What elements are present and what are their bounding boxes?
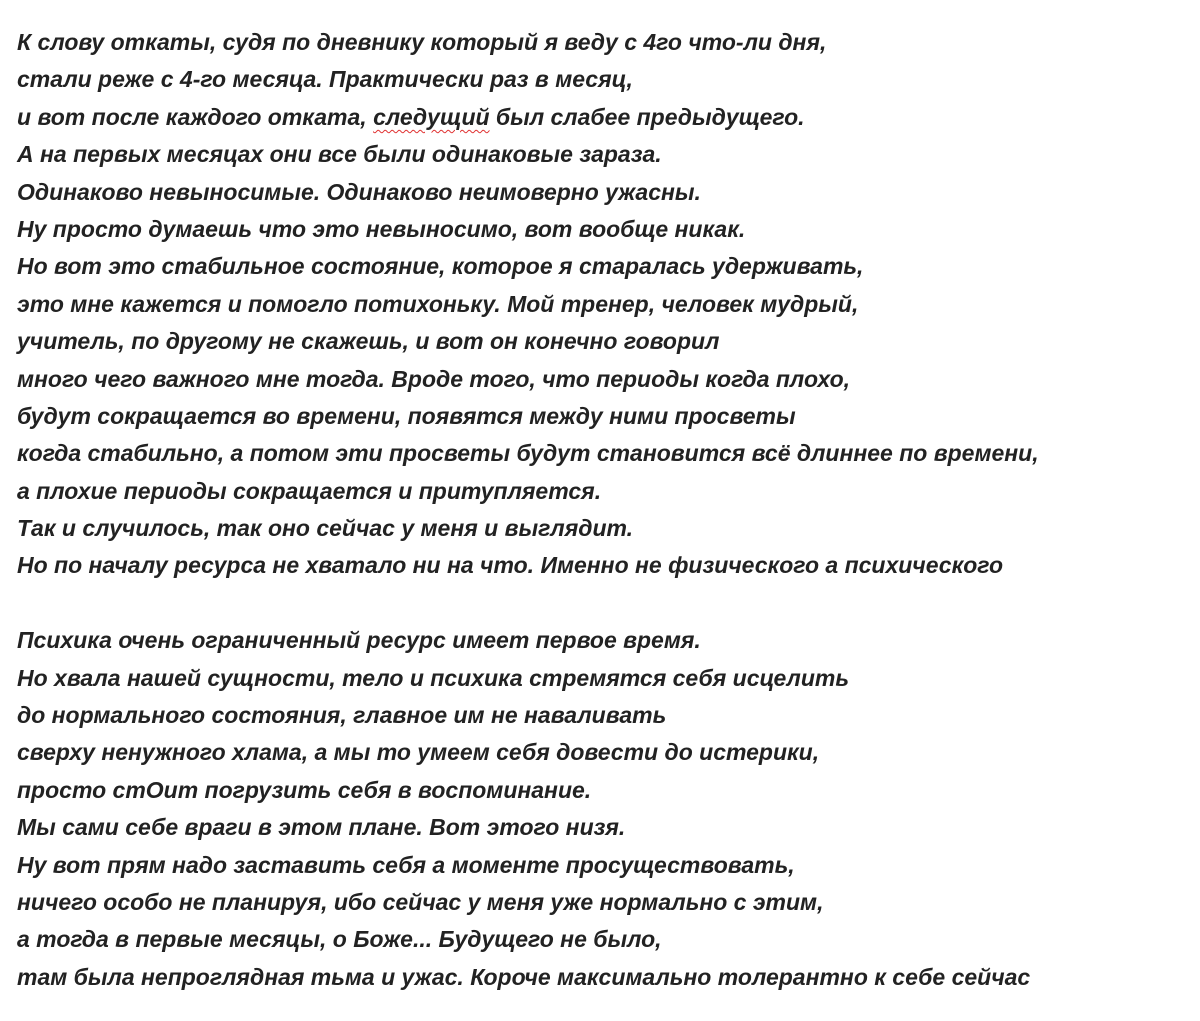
text-line: когда стабильно, а потом эти просветы будут становится всё длиннее по времени, <box>17 440 1039 467</box>
paragraph-1 <box>17 24 1192 585</box>
text-segment: был слабее предыдущего. <box>489 103 805 130</box>
paragraph-2 <box>17 622 1192 996</box>
text-line: Но вот это стабильное состояние, которое я старалась удерживать, <box>17 253 864 280</box>
misspelled-word[interactable]: следущий <box>373 103 490 130</box>
text-line: это мне кажется и помогло потихоньку. Мой тренер, человек мудрый, <box>17 290 859 317</box>
text-line: Но по началу ресурса не хватало ни на что. Именно не физического а психического <box>17 552 1004 579</box>
text-line: К слову откаты, судя по дневнику который я веду с 4го что-ли дня, <box>17 29 827 55</box>
text-line: Ну просто думаешь что это невыносимо, вот вообще никак. <box>17 215 746 242</box>
text-line: А на первых месяцах они все были одинаковые зараза. <box>17 141 662 168</box>
text-line: просто стОит погрузить себя в воспоминание. <box>17 776 592 803</box>
text-line: ничего особо не планируя, ибо сейчас у меня уже нормально с этим, <box>17 888 824 915</box>
text-line: Психика очень ограниченный ресурс имеет первое время. <box>17 627 701 654</box>
text-line: много чего важного мне тогда. Вроде того, что периоды когда плохо, <box>17 365 851 392</box>
text-line: до нормального состояния, главное им не наваливать <box>17 702 667 729</box>
document-body <box>17 24 1192 996</box>
text-line: там была непроглядная тьма и ужас. Короче максимально толерантно к себе сейчас <box>17 963 1031 990</box>
text-line: а тогда в первые месяцы, о Боже... Будущего не было, <box>17 926 662 953</box>
text-line: Мы сами себе враги в этом плане. Вот этого низя. <box>17 814 626 841</box>
text-line: Но хвала нашей сущности, тело и психика стремятся себя исцелить <box>17 664 850 691</box>
text-line: будут сокращается во времени, появятся между ними просветы <box>17 402 796 429</box>
text-line: сверху ненужного хлама, а мы то умеем себя довести до истерики, <box>17 739 820 766</box>
text-line <box>17 99 1192 136</box>
text-line: Так и случилось, так оно сейчас у меня и выглядит. <box>17 515 634 542</box>
text-line: а плохие периоды сокращается и притупляется. <box>17 477 602 504</box>
text-line: учитель, по другому не скажешь, и вот он конечно говорил <box>17 328 720 355</box>
text-line: стали реже с 4-го месяца. Практически раз в месяц, <box>17 66 633 93</box>
text-line: Ну вот прям надо заставить себя а моменте просуществовать, <box>17 851 795 878</box>
text-line: Одинаково невыносимые. Одинаково неимоверно ужасны. <box>17 178 701 205</box>
text-segment: и вот после каждого отката, <box>17 103 374 130</box>
